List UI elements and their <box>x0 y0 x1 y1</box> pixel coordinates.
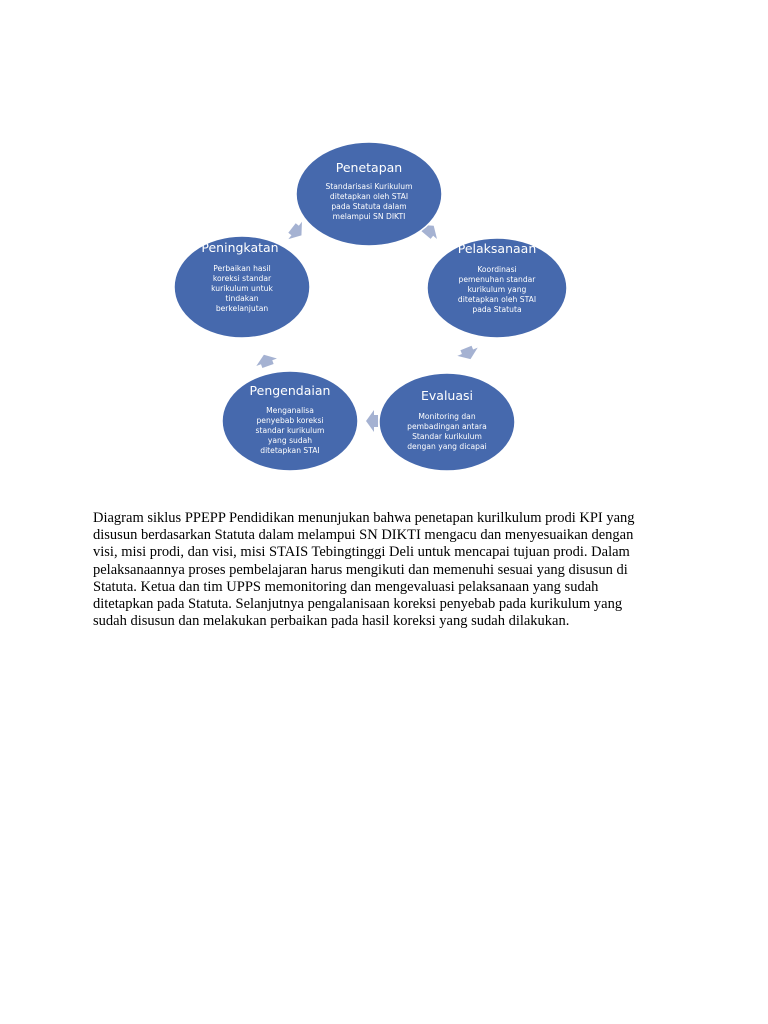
node-text-line: tindakan <box>225 294 259 303</box>
node-text-line: ditetapkan STAI <box>260 446 320 455</box>
node-text-line: Standar kurikulum <box>412 432 482 441</box>
node-text-line: kurikulum untuk <box>211 284 273 293</box>
arrow-icon <box>285 219 308 244</box>
node-text-line: yang sudah <box>267 436 313 445</box>
paragraph-line: pelaksanaannya proses pembelajaran harus mengikuti dan memenuhi sesuai yang disusun di <box>93 561 628 578</box>
paragraph-line: Diagram siklus PPEPP Pendidikan menunjukan bahwa penetapan kurilkulum prodi KPI yang <box>93 510 635 526</box>
paragraph-line: Statuta. Ketua dan tim UPPS memonitoring dan mengevaluasi pelaksanaan yang sudah <box>93 578 599 595</box>
cycle-node-peningkatan <box>174 236 310 338</box>
node-title: Pelaksanaan <box>457 241 537 256</box>
cycle-diagram-svg <box>0 0 768 500</box>
diagram-description-paragraph <box>93 510 683 630</box>
node-text-line: Standarisasi Kurikulum <box>325 182 413 191</box>
node-text-line: dengan yang dicapai <box>407 442 487 451</box>
cycle-node-pengendaian <box>222 371 358 471</box>
node-text-line: melampui SN DIKTI <box>332 212 406 221</box>
node-text-line: ditetapkan oleh STAI <box>329 192 409 201</box>
node-text-line: Koordinasi <box>477 265 517 274</box>
node-text-line: kurikulum yang <box>467 285 527 294</box>
node-title: Pengendaian <box>249 383 331 398</box>
paragraph-line: disusun berdasarkan Statuta dalam melampui SN DIKTI mengacu dan menyesuaikan dengan <box>93 527 634 544</box>
arrow-icon <box>456 344 481 363</box>
node-title: Penetapan <box>335 160 403 175</box>
node-text-line: standar kurikulum <box>255 426 325 435</box>
node-title: Evaluasi <box>421 388 473 403</box>
paragraph-line: visi, misi prodi, dan visi, misi STAIS Tebingtinggi Deli untuk mencapai tujuan prodi. Dalam <box>93 544 630 561</box>
ppepp-cycle-diagram <box>0 0 768 500</box>
node-text-line: ditetapkan oleh STAI <box>457 295 537 304</box>
node-text-line: Menganalisa <box>266 406 314 415</box>
paragraph-line: ditetapkan pada Statuta. Selanjutnya pengalanisaan koreksi penyebab pada kurikulum yang <box>93 596 623 613</box>
arrow-icon <box>254 351 279 370</box>
node-text-line: Perbaikan hasil <box>213 264 271 273</box>
cycle-node-penetapan <box>296 142 442 246</box>
node-text-line: penyebab koreksi <box>256 416 324 425</box>
node-text-line: Monitoring dan <box>418 412 476 421</box>
node-text-line: berkelanjutan <box>215 304 269 313</box>
cycle-node-pelaksanaan <box>427 238 567 338</box>
paragraph-line: sudah disusun dan melakukan perbaikan pada hasil koreksi yang sudah dilakukan. <box>93 613 570 630</box>
node-text-line: pada Statuta <box>472 305 522 314</box>
node-text-line: pembadingan antara <box>407 422 487 431</box>
node-title: Peningkatan <box>201 240 279 255</box>
node-text-line: koreksi standar <box>212 274 272 283</box>
node-text-line: pada Statuta dalam <box>331 202 407 211</box>
node-text-line: pemenuhan standar <box>458 275 536 284</box>
cycle-node-evaluasi <box>379 373 515 471</box>
arrow-icon <box>366 410 378 432</box>
